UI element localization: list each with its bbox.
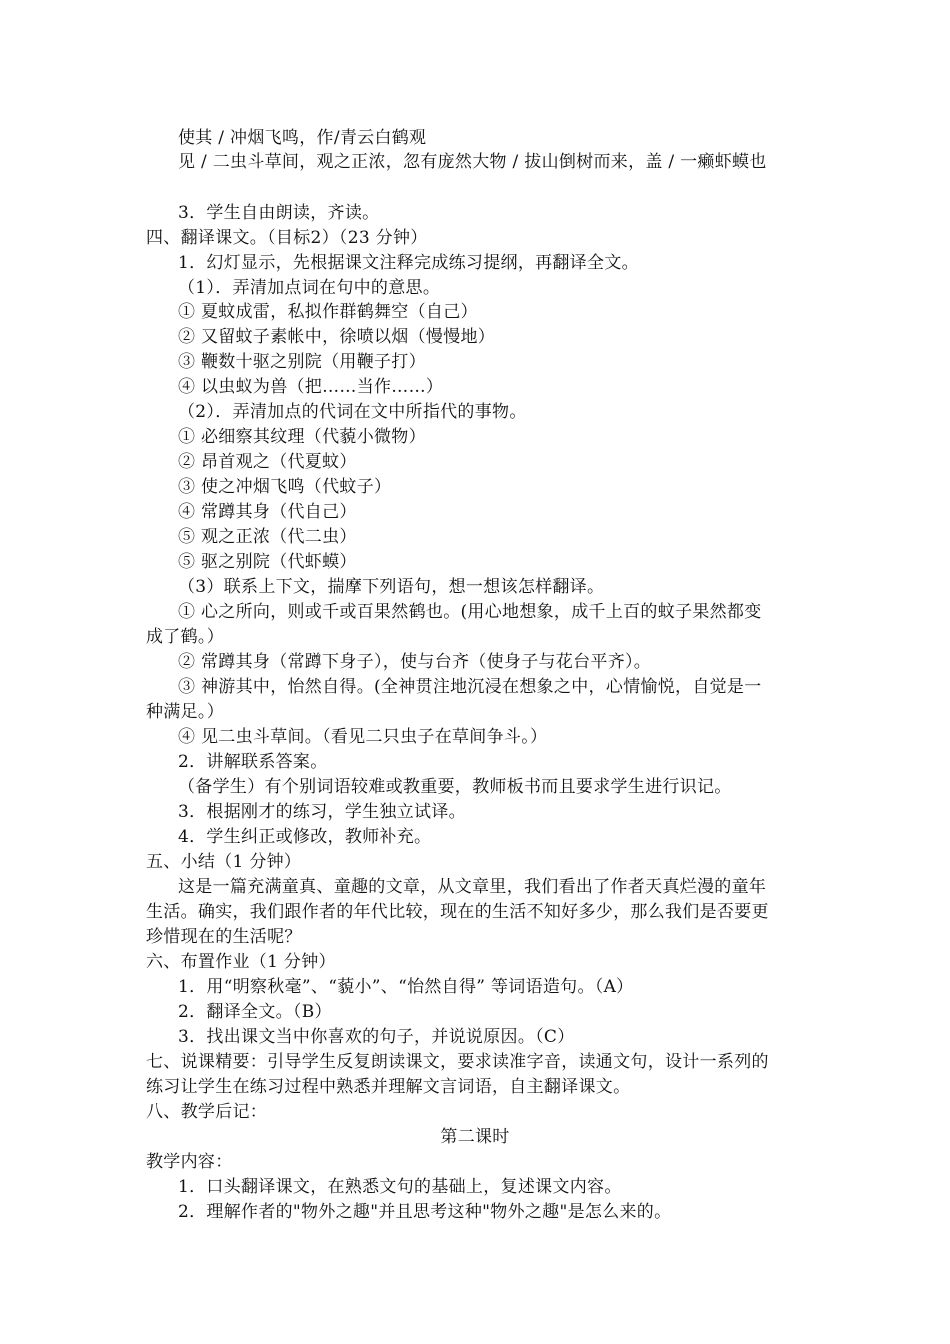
- text-line: 3．根据刚才的练习，学生独立试译。: [178, 802, 466, 822]
- paragraph-line: 生活。确实，我们跟作者的年代比较，现在的生活不知好多少，那么我们是否要更: [146, 902, 769, 922]
- section-heading: 教学内容：: [146, 1152, 233, 1172]
- text-line: 种满足。）: [146, 702, 224, 722]
- text-line: （备学生）有个别词语较难或教重要，教师板书而且要求学生进行识记。: [178, 777, 732, 797]
- list-item: ① 必细察其纹理（代藐小微物）: [178, 427, 426, 447]
- text-line: 成了鹤。）: [146, 627, 224, 647]
- list-item: 2．理解作者的"物外之趣"并且思考这种"物外之趣"是怎么来的。: [178, 1202, 672, 1222]
- list-item: ④ 常蹲其身（代自己）: [178, 502, 357, 522]
- text-line: （3）联系上下文，揣摩下列语句，想一想该怎样翻译。: [178, 577, 605, 597]
- section-heading: 四、翻译课文。（目标2）（23 分钟）: [146, 228, 428, 248]
- section-heading: 八、教学后记：: [146, 1102, 268, 1122]
- list-item: ② 又留蚊子素帐中，徐喷以烟（慢慢地）: [178, 327, 496, 347]
- paragraph-line: 练习让学生在练习过程中熟悉并理解文言词语，自主翻译课文。: [146, 1077, 631, 1097]
- paragraph-line: 这是一篇充满童真、童趣的文章，从文章里，我们看出了作者天真烂漫的童年: [178, 877, 767, 897]
- section-heading: 七、说课精要：引导学生反复朗读课文，要求读准字音，读通文句，设计一系列的: [146, 1052, 769, 1072]
- text-line: 见 / 二虫斗草间，观之正浓，忽有庞然大物 / 拔山倒树而来，盖 / 一癞虾蟆也: [178, 152, 767, 172]
- text-line: 2．讲解联系答案。: [178, 752, 328, 772]
- text-line: 1．幻灯显示，先根据课文注释完成练习提纲，再翻译全文。: [178, 253, 639, 273]
- text-line: 3．学生自由朗读，齐读。: [178, 203, 380, 223]
- text-line: （2）．弄清加点的代词在文中所指代的事物。: [178, 402, 527, 422]
- list-item: ③ 鞭数十驱之别院（用鞭子打）: [178, 352, 426, 372]
- list-item: 1．口头翻译课文，在熟悉文句的基础上，复述课文内容。: [178, 1177, 622, 1197]
- paragraph-line: 珍惜现在的生活呢？: [146, 927, 302, 947]
- list-item: 2．翻译全文。（B）: [178, 1002, 332, 1022]
- list-item: ③ 神游其中，怡然自得。(全神贯注地沉浸在想象之中，心情愉悦，自觉是一: [178, 677, 762, 697]
- list-item: ① 夏蚊成雷，私拟作群鹤舞空（自己）: [178, 302, 478, 322]
- list-item: ② 昂首观之（代夏蚊）: [178, 452, 357, 472]
- list-item: ④ 以虫蚁为兽（把……当作……）: [178, 377, 444, 397]
- list-item: 1．用“明察秋毫”、“藐小”、“怡然自得” 等词语造句。（A）: [178, 977, 634, 997]
- text-line: 使其 / 冲烟飞鸣，作/青云白鹤观: [178, 128, 427, 148]
- lesson-title: 第二课时: [440, 1127, 510, 1147]
- section-heading: 六、布置作业（1 分钟）: [146, 952, 336, 972]
- list-item: ④ 见二虫斗草间。（看见二只虫子在草间争斗。）: [178, 727, 548, 747]
- list-item: ③ 使之冲烟飞鸣（代蚊子）: [178, 477, 392, 497]
- list-item: 3．找出课文当中你喜欢的句子，并说说原因。（C）: [178, 1027, 575, 1047]
- list-item: ① 心之所向，则或千或百果然鹤也。(用心地想象，成千上百的蚊子果然都变: [178, 602, 762, 622]
- list-item: ② 常蹲其身（常蹲下身子），使与台齐（使身子与花台平齐）。: [178, 652, 652, 672]
- text-line: （1）．弄清加点词在句中的意思。: [178, 278, 441, 298]
- text-line: 4．学生纠正或修改，教师补充。: [178, 827, 432, 847]
- list-item: ⑤ 驱之别院（代虾蟆）: [178, 552, 357, 572]
- section-heading: 五、小结（1 分钟）: [146, 852, 302, 872]
- list-item: ⑤ 观之正浓（代二虫）: [178, 527, 357, 547]
